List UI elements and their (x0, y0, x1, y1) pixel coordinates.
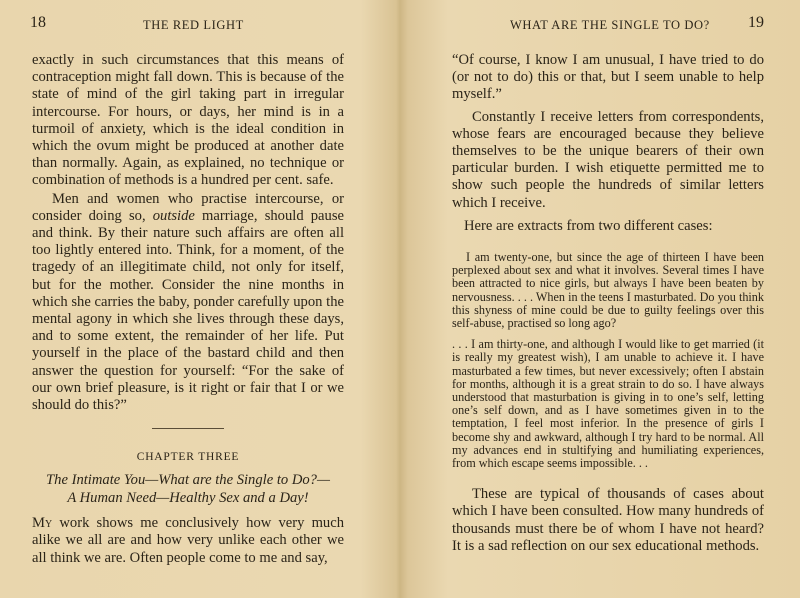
paragraph (32, 515, 344, 567)
right-page-body (452, 52, 764, 555)
paragraph-text: marriage, should pause and think. By their nature such affairs are often all too lightly entered into. Think, for a moment, of the tragedy of an illegitimate child, not only for itself, but for the mother. Consider the nine months in which she carries the baby, ponder carefully upon the mental agony in which she lives through these days, and to some extent, the remainder of her life. Put yourself in the place of the bastard child and then answer the question for yourself: “For the sake of our own brief pleasure, is it right or fair that I or we should do this?” (32, 207, 344, 414)
paragraph: exactly in such circumstances that this means of contraception might fall down. This is because of the state of mind of the girl taking part in irregular intercourse. For hours, or days, her mind is in a turmoil of anxiety, which is the ideal condition in which the ovum might be produced at another date than normally. Again, as explained, no technique or combination of methods is a hundred per cent. safe. (32, 52, 344, 189)
section-divider (152, 428, 224, 429)
running-head: WHAT ARE THE SINGLE TO DO? (510, 18, 710, 32)
chapter-subtitle-line: The Intimate You—What are the Single to Do?— (46, 472, 330, 489)
chapter-heading: CHAPTER THREE (136, 451, 240, 464)
running-head: THE RED LIGHT (143, 18, 244, 32)
chapter-subtitle-line: A Human Need—Healthy Sex and a Day! (67, 490, 309, 507)
paragraph: “Of course, I know I am unusual, I have tried to do (or not to do) this or that, but I seem unable to help myself.” (452, 52, 764, 103)
left-page-body (32, 52, 344, 567)
letter-extract: . . . I am thirty-one, and although I would like to get married (it is really my greatest wish), I am unable to achieve it. I have masturbated a few times, but never excessively; often I abstain for months, although it is a great strain to do so. I have always understood that masturbation is giving in to one’s self, letting one’s self down, and as I have sometimes given in to the temptation, I feel most inferior. In the presence of girls I become shy and awkward, although I try hard to be normal. All my advances end in stultifying and humiliating experiences, from which escape seems impossible. . . (452, 337, 764, 471)
paragraph-text: Men and women who practise intercourse, or consider doing so, (32, 190, 344, 224)
paragraph-text: work shows me conclusively how very much alike we all are and how very unlike each other we all think we are. Often people come to me and say, (32, 515, 344, 566)
page-number: 18 (30, 14, 46, 31)
letter-extract: I am twenty-one, but since the age of thirteen I have been perplexed about sex and what it involves. Several times I have been attracted to nice girls, but always I have been beaten by nervousness. . . . When in the teens I masturbated. Do you think this shyness of mine could be due to guilty feelings over this self-abuse, practised so long ago? (452, 250, 764, 331)
right-page (400, 0, 800, 598)
paragraph: Here are extracts from two different cases: (464, 217, 713, 234)
paragraph: Constantly I receive letters from correspondents, whose fears are encouraged because they believe themselves to be the unique bearers of their own particular burden. I wish etiquette permitted me to show such people the hundreds of similar letters which I receive. (452, 108, 764, 211)
chapter-subtitle (32, 471, 344, 507)
page-number: 19 (748, 14, 764, 31)
lead-word: My (32, 515, 53, 532)
paragraph: These are typical of thousands of cases about which I have been consulted. How many hundreds of thousands must there be of whom I have not heard? It is a sad reflection on our sex educational methods. (452, 486, 764, 554)
paragraph (32, 191, 344, 415)
emphasis-text: outside (152, 207, 195, 224)
